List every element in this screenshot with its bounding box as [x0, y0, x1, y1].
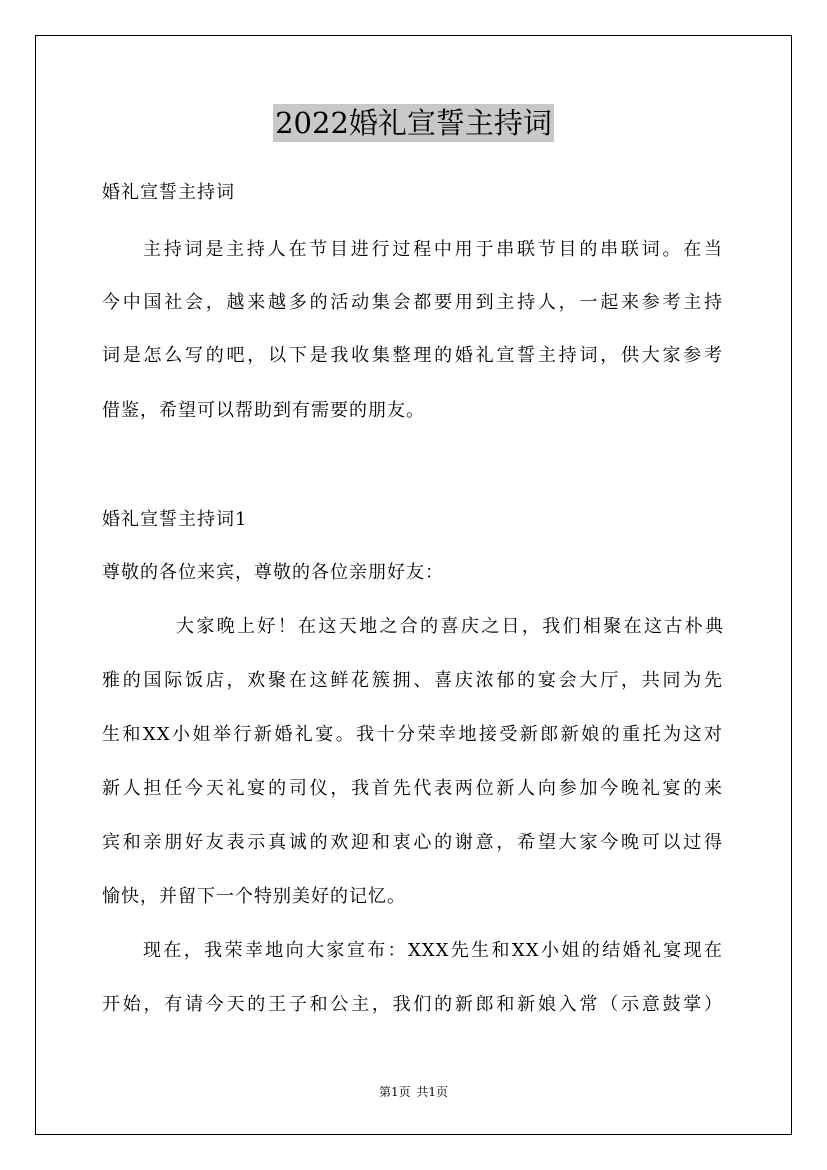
paragraph-line: 主持词是主持人在节目进行过程中用于串联节目的串联词。在当 — [143, 239, 723, 260]
paragraph-line: 大家晚上好！在这天地之合的喜庆之日，我们相聚在这古朴典 — [176, 616, 724, 637]
paragraph-line: 借鉴，希望可以帮助到有需要的朋友。 — [102, 400, 425, 421]
salutation-line: 尊敬的各位来宾，尊敬的各位亲朋好友： — [102, 562, 444, 583]
paragraph-line: 词是怎么写的吧，以下是我收集整理的婚礼宣誓主持词，供大家参考 — [102, 345, 723, 366]
paragraph-line: 宾和亲朋好友表示真诚的欢迎和衷心的谢意，希望大家今晚可以过得 — [102, 832, 723, 853]
page-footer — [0, 1084, 827, 1100]
paragraph-line: 新人担任今天礼宴的司仪，我首先代表两位新人向参加今晚礼宴的来 — [102, 778, 723, 799]
paragraph-line: 现在，我荣幸地向大家宣布：XXX先生和XX小姐的结婚礼宴现在 — [143, 940, 723, 961]
paragraph-line: 雅的国际饭店，欢聚在这鲜花簇拥、喜庆浓郁的宴会大厅，共同为先 — [102, 670, 723, 691]
paragraph-line: 愉快，并留下一个特别美好的记忆。 — [102, 886, 406, 907]
paragraph-line: 开始，有请今天的王子和公主，我们的新郎和新娘入常（示意鼓掌） — [102, 994, 723, 1015]
section-heading: 婚礼宣誓主持词1 — [102, 509, 248, 530]
paragraph-line: 生和XX小姐举行新婚礼宴。我十分荣幸地接受新郎新娘的重托为这对 — [102, 724, 723, 745]
document-title: 2022婚礼宣誓主持词 — [275, 106, 552, 140]
section-heading: 婚礼宣誓主持词 — [102, 182, 235, 203]
page-number: 第1页 — [378, 1085, 411, 1099]
page-total: 共1页 — [416, 1085, 449, 1099]
title-container — [0, 104, 827, 142]
paragraph-line: 今中国社会，越来越多的活动集会都要用到主持人，一起来参考主持 — [102, 292, 723, 313]
